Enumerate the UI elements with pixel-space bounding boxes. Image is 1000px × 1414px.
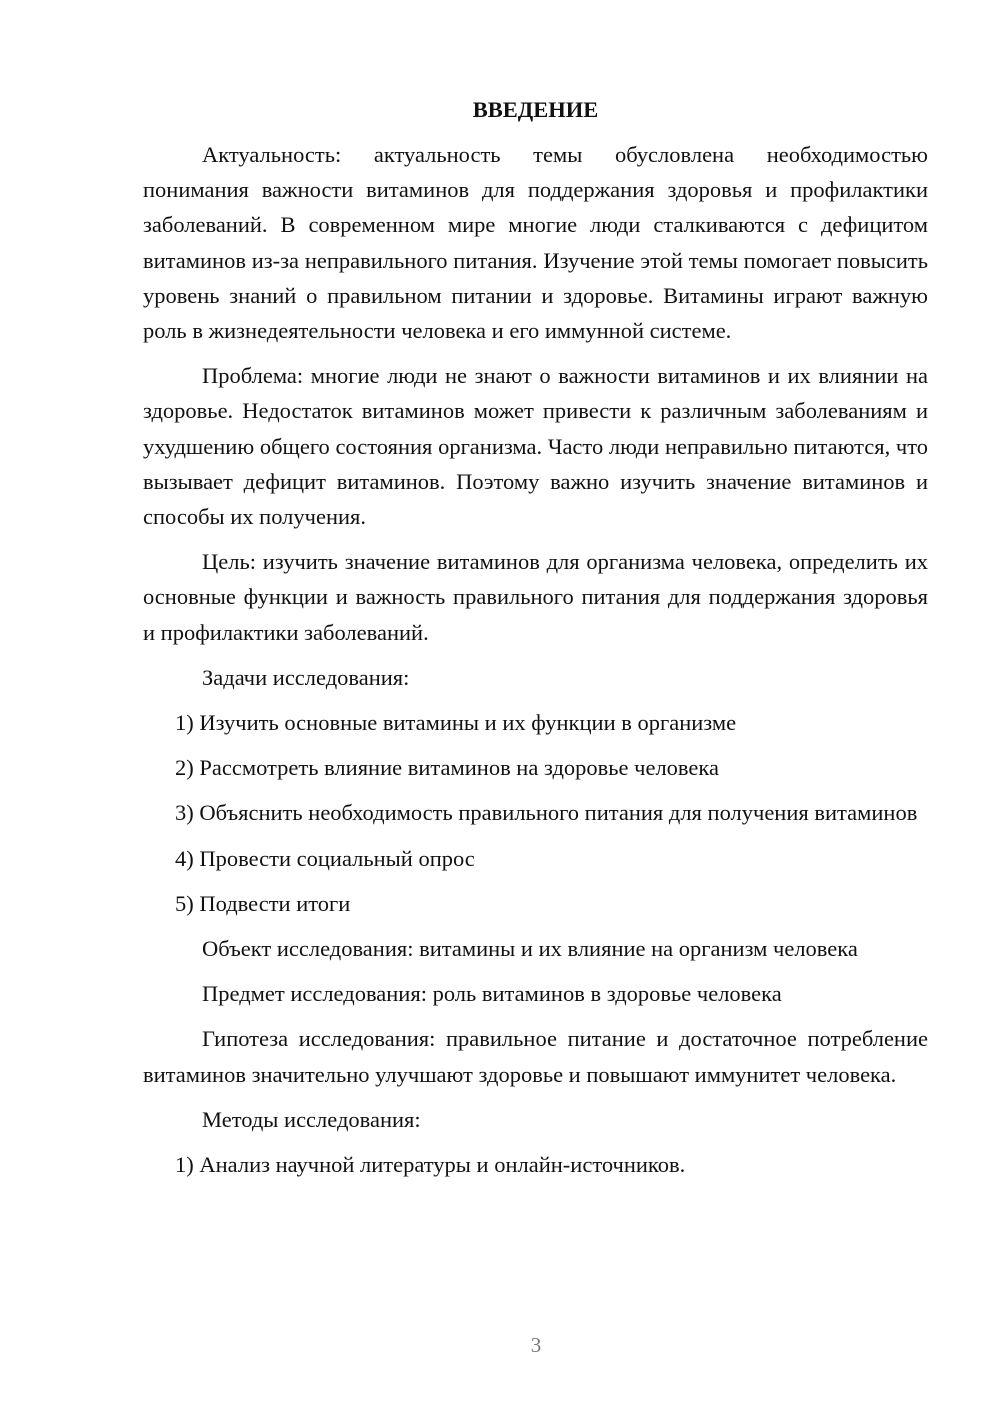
relevance-paragraph: Актуальность: актуальность темы обусловлена необходимостью понимания важности витаминов для поддержания здоровья и профилактики заболеваний. В современном мире многие люди сталкиваются с дефицитом витаминов из-за неправильного питания. Изучение этой темы помогает повысить уровень знаний о правильном питании и здоровье. Витамины играют важную роль в жизнедеятельности человека и его иммунной системе. (143, 142, 928, 344)
hypothesis-paragraph: Гипотеза исследования: правильное питание и достаточное потребление витаминов значительно улучшают здоровье и повышают иммунитет человека. (143, 1026, 928, 1087)
task-item: 2) Рассмотреть влияние витаминов на здоровье человека (175, 755, 719, 781)
method-item: 1) Анализ научной литературы и онлайн-источников. (175, 1152, 686, 1178)
task-item: 1) Изучить основные витамины и их функции в организме (175, 710, 737, 736)
goal-paragraph: Цель: изучить значение витаминов для организма человека, определить их основные функции и важность правильного питания для поддержания здоровья и профилактики заболеваний. (143, 549, 928, 645)
document-page (143, 92, 928, 1192)
methods-heading: Методы исследования: (202, 1106, 421, 1132)
task-item: 4) Провести социальный опрос (175, 845, 475, 871)
page-number: 3 (530, 1333, 542, 1357)
task-item: 5) Подвести итоги (175, 890, 351, 916)
task-item: 3) Объяснить необходимость правильного питания для получения витаминов (175, 800, 918, 826)
subject-line: Предмет исследования: роль витаминов в здоровье человека (202, 981, 782, 1007)
section-title: ВВЕДЕНИЕ (472, 97, 599, 122)
object-line: Объект исследования: витамины и их влияние на организм человека (202, 936, 858, 962)
problem-paragraph: Проблема: многие люди не знают о важности витаминов и их влиянии на здоровье. Недостаток витаминов может привести к различным заболеваниям и ухудшению общего состояния организма. Часто люди неправильно питаются, что вызывает дефицит витаминов. Поэтому важно изучить значение витаминов и способы их получения. (143, 363, 928, 530)
tasks-heading: Задачи исследования: (202, 664, 410, 690)
